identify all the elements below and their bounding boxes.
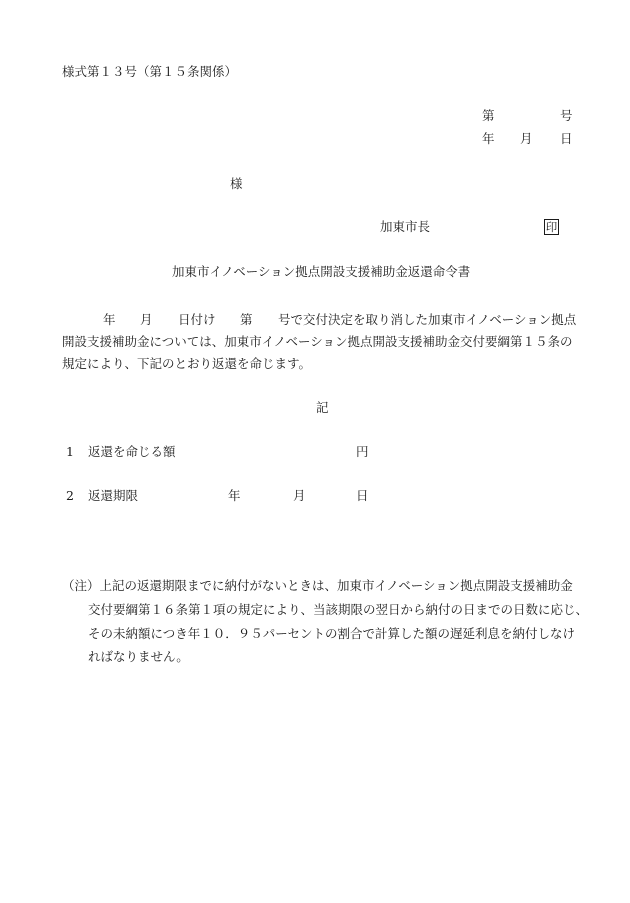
item-2-number: 2	[66, 488, 74, 503]
item-2-month: 月	[293, 488, 306, 503]
item-1-number: 1	[66, 444, 74, 459]
document-title: 加東市イノベーション拠点開設支援補助金返還命令書	[172, 264, 471, 279]
note-line3: その未納額につき年１０．９５パーセントの割合で計算した額の遅延利息を納付しなけ	[88, 626, 576, 641]
body-line1-rest: 号で交付決定を取り消した加東市イノベーション拠点	[278, 312, 577, 327]
body-year: 年	[103, 312, 116, 327]
note-line4: ればなりません。	[88, 649, 189, 664]
issue-number-go: 号	[560, 108, 573, 123]
recipient-suffix: 様	[230, 176, 243, 191]
issue-number-dai: 第	[482, 108, 495, 123]
note-line2: 交付要綱第１６条第１項の規定により、当該期限の翌日から納付の日までの日数に応じ、	[88, 602, 589, 617]
ki-heading: 記	[316, 400, 329, 415]
item-2-year: 年	[228, 488, 241, 503]
seal-stamp	[544, 219, 559, 235]
body-dai: 第	[240, 312, 253, 327]
body-month: 月	[140, 312, 153, 327]
note-line1: （注）上記の返還期限までに納付がないときは、加東市イノベーション拠点開設支援補助金	[62, 578, 573, 593]
body-line2: 開設支援補助金については、加東市イノベーション拠点開設支援補助金交付要綱第１５条の	[62, 334, 573, 349]
seal-label: 印	[545, 220, 558, 234]
body-date-suffix: 日付け	[178, 312, 216, 327]
item-2-day: 日	[356, 488, 369, 503]
item-1-label: 返還を命じる額	[88, 444, 176, 459]
item-2-label: 返還期限	[88, 488, 139, 503]
form-number: 様式第１３号（第１５条関係）	[62, 64, 238, 79]
item-1-unit: 円	[356, 444, 369, 459]
issue-date-year: 年	[482, 131, 495, 146]
issue-date-day: 日	[560, 131, 573, 146]
issue-date-month: 月	[520, 131, 533, 146]
body-line3: 規定により、下記のとおり返還を命じます。	[62, 356, 312, 371]
issuer-name: 加東市長	[380, 219, 431, 234]
